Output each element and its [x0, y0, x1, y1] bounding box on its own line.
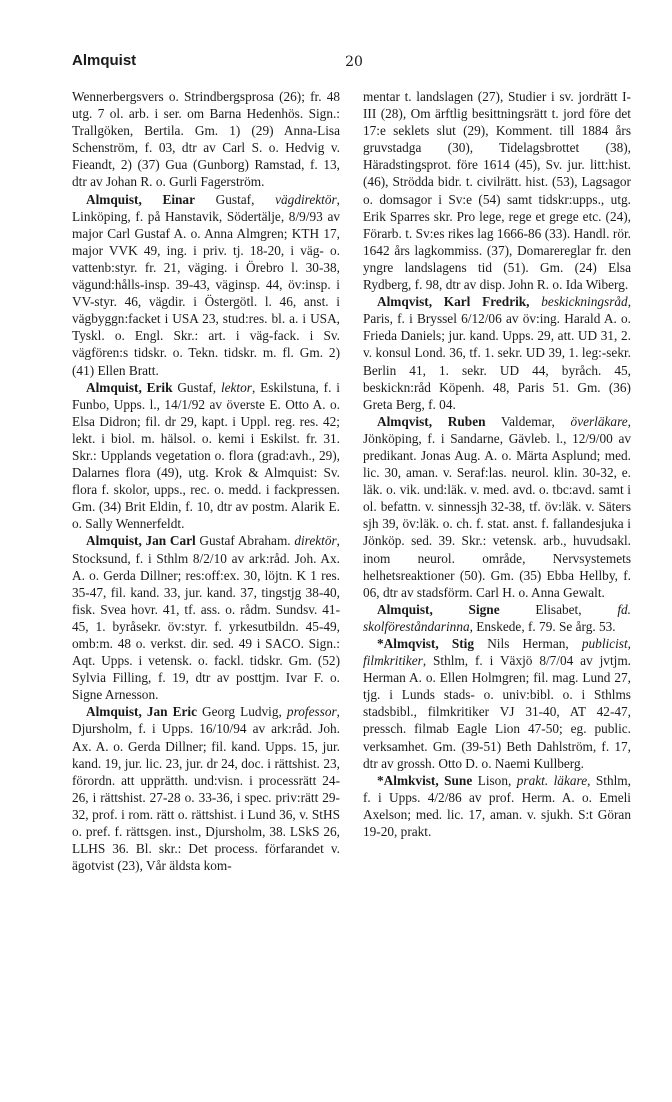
entry-text: , Eskilstuna, f. i Funbo, Upps. l., 14/1/92 av överste E. Otto A. o. Elsa Didron; fil. dr 29, kapt. i Uppl. reg. res. 42; lekt. i biol. m. hälsol. o. kemi i Eskilst. fr. 31. Skr.: Upplands vegetation o. flora (grad:avh., 29), Dalarnes flora (49), utg. Krok & Almquist: Sv. flora f. skolor, upps., rec. o. medd. i fackpressen. Gm. (34) Brit Eldin, f. 10, dtr av postm. Alarik E. o. Sally Wennerfeldt.: [72, 379, 340, 532]
entry-headword: Almqvist, Ruben: [377, 413, 486, 429]
entry-occupation: vägdirektör: [275, 191, 337, 207]
entry-text: , Stocksund, f. i Sthlm 8/2/10 av ark:råd. Joh. Ax. A. o. Gerda Dillner; res:off:ex. 30, löjtn. K 1 res. 35-47, fil. kand. 33, jur. kand. 37, tingstjg 38-40, fisk. Svea hovr. 41, tf. ass. o. rådm. Sundsv. 41-45, 1. byråsekr. öv:styr. f. yrkesutbildn. 45-49, omb:m. 48 o. verkst. dir. sed. 49 i SACO. Sign.: Aqt. Upps. i vetensk. o. fackl. tidskr. Gm. (52) Sylvia Filling, f. 19, dtr av posttjm. Ivar F. o. Signe Arnesson.: [72, 533, 340, 703]
entry-headword: Almqvist, Karl Fredrik,: [377, 294, 530, 310]
entry-headword: Almquist, Jan Eric: [86, 704, 197, 720]
entry-headword: *Almqvist, Stig: [377, 636, 475, 651]
entry-continuation: [363, 88, 631, 293]
entry-given-names: [530, 294, 542, 309]
entry-ruben-almqvist: [363, 413, 631, 601]
entry-occupation: prakt. läkare: [516, 772, 588, 788]
entry-text: , Enskede, f. 79. Se årg. 53.: [469, 618, 616, 634]
entry-occupation: överläkare: [570, 413, 628, 429]
entry-stig-almqvist: [363, 635, 631, 772]
running-header: [72, 52, 628, 76]
entry-headword: Almquist, Erik: [86, 379, 173, 395]
entry-occupation: fd. skolföreståndarinna: [363, 601, 631, 634]
right-column: [363, 88, 631, 840]
entry-given-names: Elisabet,: [499, 601, 618, 617]
entry-text: , Sthlm, f. i Upps. 4/2/86 av prof. Herm. A. o. Emeli Axelson; med. lic. 17, aman. v. sjukh. S:t Göran 19-20, prakt.: [363, 772, 631, 840]
page-number: 20: [345, 54, 363, 70]
entry-occupation: publicist, filmkritiker: [363, 636, 631, 669]
entry-headword: Almquist, Signe: [377, 601, 500, 617]
entry-jan-carl-almquist: [72, 532, 340, 703]
entry-given-names: Lison,: [472, 772, 517, 788]
entry-karl-fredrik-almqvist: [363, 293, 631, 413]
entry-given-names: Gustaf Abraham.: [195, 533, 295, 549]
entry-text: , Jönköping, f. i Sandarne, Gävleb. l., 12/9/00 av predikant. Jonas Aug. A. o. Märta Asplund; med. lic. 30, aman. v. Seraf:las. neurol. klin. 30-32, e. läk. o. vik. und:läk. v. med. avd. o. tbc:avd. samt i ol. befattn. v. sinnessjh 32-38, tf. öv:läk. v. Säters sjh 39, öv:läk. o. ch. f. stat. anst. f. fallandesjuka i Jönköp. sed. 39. Skr.: vetensk. arb., huvudsakl. inom neurol. område, Nervsystemets helhetsreaktioner (50). Gm. (35) Ebba Hellby, f. 06, dtr av stadsförm. Carl H. o. Anna Gewalt.: [363, 413, 631, 600]
entry-given-names: Valdemar,: [485, 413, 571, 429]
entry-headword: Almquist, Jan Carl: [86, 533, 196, 549]
entry-continuation: [72, 88, 340, 191]
entry-headword: Almquist, Einar: [86, 191, 195, 207]
running-head-name: Almquist: [72, 52, 137, 69]
entry-occupation: beskickningsråd: [541, 294, 628, 310]
entry-text: , Linköping, f. på Hanstavik, Södertälje, 8/9/93 av major Carl Gustaf A. o. Anna Almgren; KTH 17, major VVK 49, ing. i priv. tj. 18-20, i väg- o. vattenb:styr. fr. 21, väging. i Örebro l. 30-38, vägund:hålls-insp. 39-43, väginsp. 44, öv:insp. i VV-styr. 46, vägdir. i Östergötl. l. 46, anst. i vägbyggn:facket i USA 23, stud:res. bl. a. i USA, Tyskl. o. Engl. Skr.: art. i väg-fack. i Sv. vägfören:s tidskr. o. Tekn. tidskr. m. fl. Gm. 2) (41) Ellen Bratt.: [72, 191, 340, 378]
entry-text: , Djursholm, f. i Upps. 16/10/94 av ark:råd. Joh. Ax. A. o. Gerda Dillner; fil. kand. Upps. 15, jur. kand. 19, jur. lic. 23, jur. dr 24, doc. i rättshist. 23, förordn. att upprätth. und:visn. i processrätt 24-26, i rättshist. 27-28 o. 33-36, i spec. priv:rätt 29-32, prof. i rom. rätt o. rättshist. i Lund 36, v. StHS o. pref. f. rättsgen. inst., Djursholm, 38. LSkS 26, LLHS 36. Bl. skr.: Det process. förfarandet v. ägotvist (23), Vår äldsta kom-: [72, 704, 340, 874]
entry-headword: *Almkvist, Sune: [377, 772, 473, 788]
entry-occupation: professor: [286, 704, 337, 720]
entry-jan-eric-almquist: [72, 703, 340, 874]
entry-signe-almquist: [363, 601, 631, 635]
left-column: [72, 88, 340, 874]
entry-erik-almquist: [72, 379, 340, 533]
entry-given-names: Gustaf,: [194, 191, 276, 207]
entry-occupation: lektor: [220, 379, 252, 395]
entry-text: mentar t. landslagen (27), Studier i sv. jordrätt I-III (28), Om ärftlig besittningsrätt t. jord före det 17:e seklets slut (29), Komment. till 1884 års gruvstadga (30), Tidelagsbrottet (38), Häradstingsprot. före 1614 (45), Sv. jur. litt:hist. (46), Strödda bidr. t. civilrätt. hist. (53), Lagsagor o. domsagor i Sv:e (54) samt tidskr:upps., utg. Erik Sparres skr. Pro lege, rege et grege etc. (24), Förarb. t. Sv:es rikes lag 1666-86 (33). Handl. rör. 1642 års lagkommiss. (37), Domarereglar fr. den yngre landslagens tid (51). Gm. (24) Elsa Rydberg, f. 98, dtr av disp. John R. o. Ida Wiberg.: [363, 89, 631, 293]
entry-einar-almquist: [72, 191, 340, 379]
entry-given-names: Gustaf,: [172, 379, 221, 395]
entry-text: , Sthlm, f. i Växjö 8/7/04 av jvtjm. Herman A. o. Ellen Holmgren; fil. mag. Lund 27, tjg. i Lunds stads- o. univ:bibl. o. i Sthlms stadsbibl., filmkritiker VJ 31-40, AT 42-47, pressch. filmab Eagle Lion 47-50; eg. public. verksamhet. Gm. (39-51) Beth Dahlström, f. 17, dtr av grossh. Otto D. o. Naemi Kullberg.: [363, 653, 631, 771]
entry-text: Wennerbergsvers o. Strindbergsprosa (26); fr. 48 utg. 7 ol. arb. i ser. om Barna Hedenhös. Sign.: Trallgöken, Bertila. Gm. 1) (29) Anna-Lisa Schenström, f. 03, dtr av Carl S. o. Hedvig v. Fieandt, 2) (37) Gua (Gunborg) Ramstad, f. 13, dtr av Johan R. o. Gurli Fagerström.: [72, 89, 340, 190]
entry-given-names: Nils Herman,: [474, 636, 582, 651]
entry-sune-almkvist: [363, 772, 631, 840]
entry-given-names: Georg Ludvig,: [196, 704, 287, 720]
entry-text: , Paris, f. i Bryssel 6/12/06 av öv:ing. Harald A. o. Frieda Daniels; jur. kand. Upps. 29, att. UD 31, 2. v. konsul Lond. 36, tf. 1. sekr. UD 39, 1. leg:-sekr. Berlin 41, 1. sekr. UD 44, byråch. 45, beskickn:råd Köpenh. 48, Paris 51. Gm. (36) Greta Berg, f. 04.: [363, 294, 632, 412]
entry-occupation: direktör: [294, 533, 337, 549]
